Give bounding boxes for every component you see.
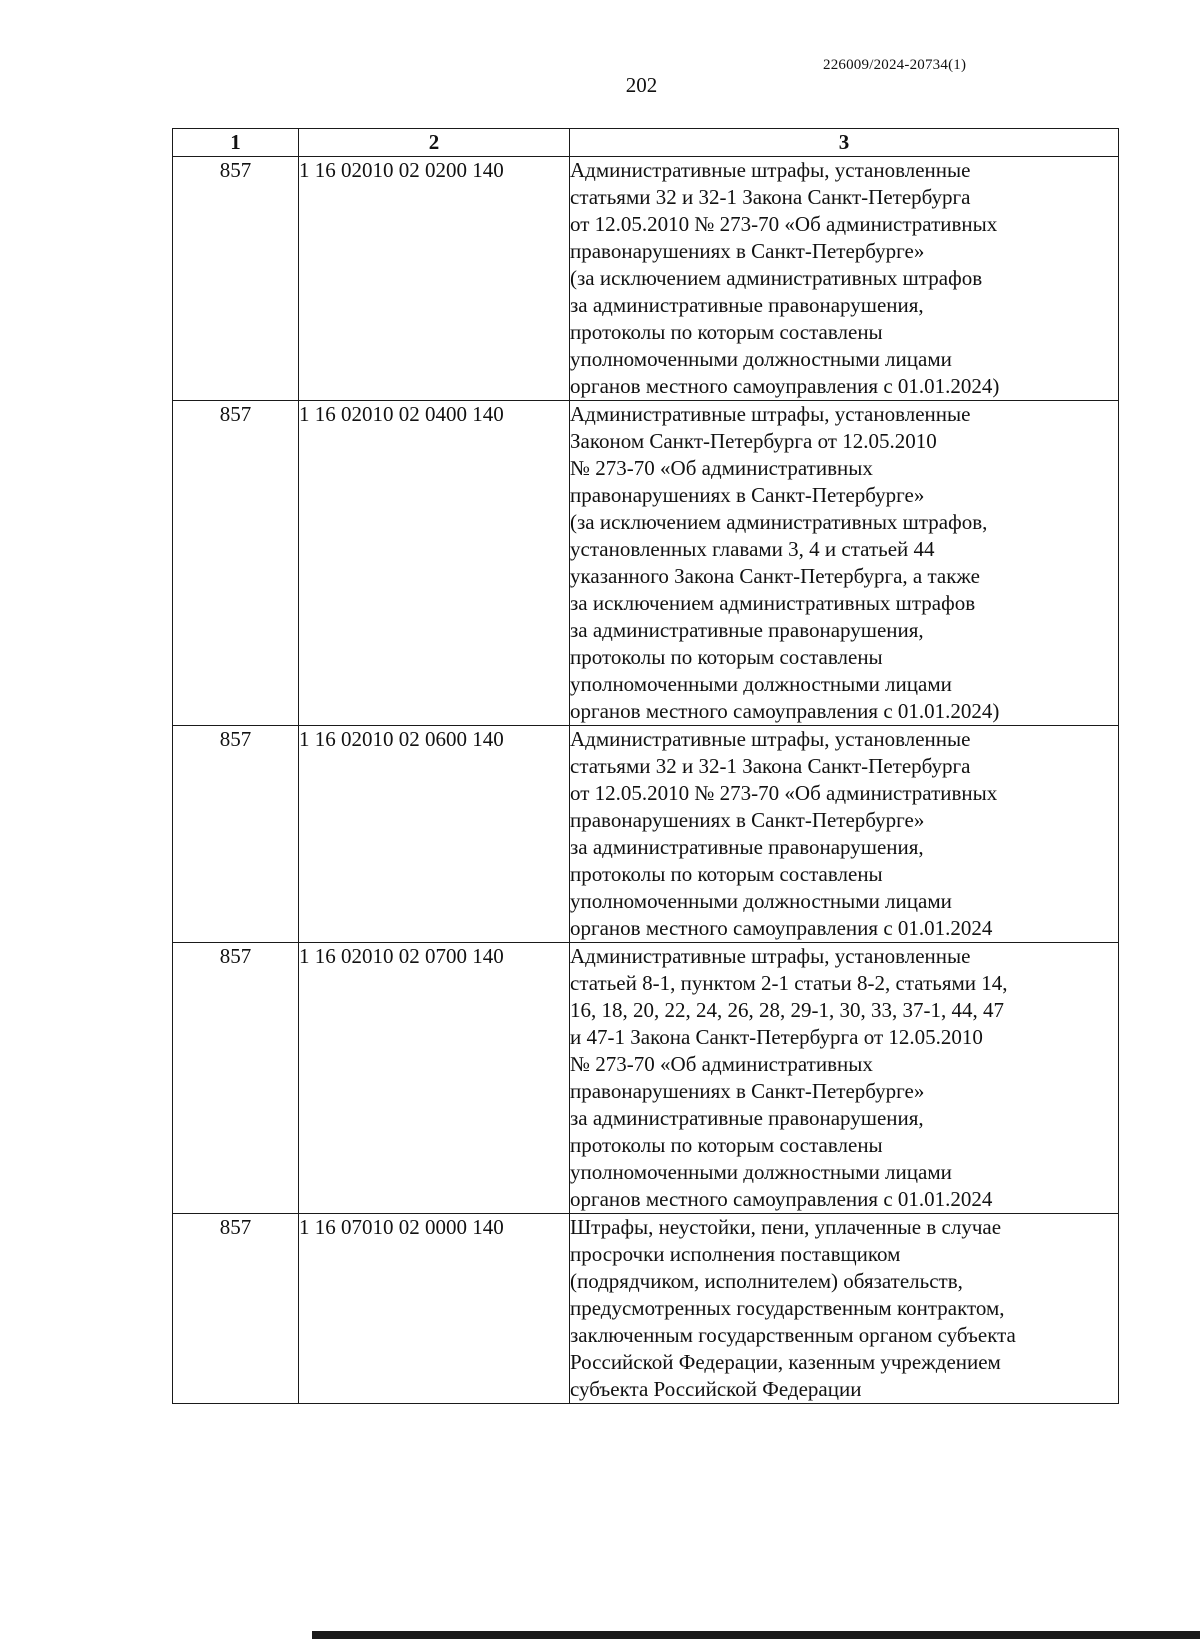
table-row — [173, 157, 1119, 401]
description-line: Административные штрафы, установленные — [570, 158, 971, 182]
description-line: № 273-70 «Об административных — [570, 1052, 873, 1076]
description-line: просрочки исполнения поставщиком — [570, 1242, 901, 1266]
description-line: за административные правонарушения, — [570, 618, 924, 642]
budget-code-cell: 1 16 02010 02 0400 140 — [299, 401, 570, 726]
description-line: статьями 32 и 32-1 Закона Санкт-Петербурга — [570, 185, 971, 209]
table-row — [173, 1214, 1119, 1404]
admin-code-cell: 857 — [173, 943, 299, 1214]
table-row — [173, 726, 1119, 943]
description-line: статьей 8-1, пунктом 2-1 статьи 8-2, статьями 14, — [570, 971, 1008, 995]
description-line: Административные штрафы, установленные — [570, 402, 971, 426]
description-line: Административные штрафы, установленные — [570, 727, 971, 751]
budget-code-cell: 1 16 07010 02 0000 140 — [299, 1214, 570, 1404]
description-line: заключенным государственным органом субъекта — [570, 1323, 1016, 1347]
document-registration-number: 226009/2024-20734(1) — [823, 57, 967, 73]
description-line: Законом Санкт-Петербурга от 12.05.2010 — [570, 429, 937, 453]
scan-edge-rule — [312, 1631, 1200, 1639]
description-line: уполномоченными должностными лицами — [570, 889, 952, 913]
description-line: за административные правонарушения, — [570, 835, 924, 859]
table-row — [173, 401, 1119, 726]
column-header-1: 1 — [173, 129, 299, 157]
description-line: за исключением административных штрафов — [570, 591, 976, 615]
description-line: протоколы по которым составлены — [570, 320, 883, 344]
description-line: и 47-1 Закона Санкт-Петербурга от 12.05.2010 — [570, 1025, 983, 1049]
description-line: органов местного самоуправления с 01.01.2024 — [570, 916, 993, 940]
description-cell — [570, 726, 1119, 943]
description-cell — [570, 157, 1119, 401]
description-line: статьями 32 и 32-1 Закона Санкт-Петербурга — [570, 754, 971, 778]
description-line: Административные штрафы, установленные — [570, 944, 971, 968]
description-line: правонарушениях в Санкт-Петербурге» — [570, 483, 925, 507]
description-line: указанного Закона Санкт-Петербурга, а также — [570, 564, 980, 588]
description-line: уполномоченными должностными лицами — [570, 672, 952, 696]
description-line: органов местного самоуправления с 01.01.2024 — [570, 1187, 993, 1211]
description-cell — [570, 943, 1119, 1214]
description-line: предусмотренных государственным контрактом, — [570, 1296, 1005, 1320]
description-line: правонарушениях в Санкт-Петербурге» — [570, 239, 925, 263]
table-header — [173, 129, 1119, 157]
description-line: уполномоченными должностными лицами — [570, 1160, 952, 1184]
description-line: № 273-70 «Об административных — [570, 456, 873, 480]
budget-code-cell: 1 16 02010 02 0700 140 — [299, 943, 570, 1214]
budget-codes-table — [172, 128, 1119, 1404]
description-line: от 12.05.2010 № 273-70 «Об административных — [570, 212, 998, 236]
description-line: за административные правонарушения, — [570, 293, 924, 317]
description-line: органов местного самоуправления с 01.01.2024) — [570, 699, 1000, 723]
description-line: протоколы по которым составлены — [570, 645, 883, 669]
table-row — [173, 943, 1119, 1214]
description-line: 16, 18, 20, 22, 24, 26, 28, 29-1, 30, 33, 37-1, 44, 47 — [570, 998, 1004, 1022]
description-line: правонарушениях в Санкт-Петербурге» — [570, 808, 925, 832]
description-cell — [570, 401, 1119, 726]
budget-code-cell: 1 16 02010 02 0600 140 — [299, 726, 570, 943]
description-line: протоколы по которым составлены — [570, 1133, 883, 1157]
description-line: за административные правонарушения, — [570, 1106, 924, 1130]
column-header-2: 2 — [299, 129, 570, 157]
description-line: протоколы по которым составлены — [570, 862, 883, 886]
description-line: (за исключением административных штрафов — [570, 266, 983, 290]
description-line: установленных главами 3, 4 и статьей 44 — [570, 537, 935, 561]
header-row — [173, 129, 1119, 157]
admin-code-cell: 857 — [173, 726, 299, 943]
column-header-3: 3 — [570, 129, 1119, 157]
description-line: Штрафы, неустойки, пени, уплаченные в случае — [570, 1215, 1002, 1239]
description-line: (за исключением административных штрафов, — [570, 510, 988, 534]
page-number: 202 — [625, 73, 658, 97]
description-line: от 12.05.2010 № 273-70 «Об административных — [570, 781, 998, 805]
admin-code-cell: 857 — [173, 157, 299, 401]
description-line: субъекта Российской Федерации — [570, 1377, 862, 1401]
admin-code-cell: 857 — [173, 401, 299, 726]
budget-code-cell: 1 16 02010 02 0200 140 — [299, 157, 570, 401]
description-line: Российской Федерации, казенным учреждением — [570, 1350, 1001, 1374]
description-cell — [570, 1214, 1119, 1404]
description-line: (подрядчиком, исполнителем) обязательств, — [570, 1269, 963, 1293]
admin-code-cell: 857 — [173, 1214, 299, 1404]
table-body — [173, 157, 1119, 1404]
description-line: правонарушениях в Санкт-Петербурге» — [570, 1079, 925, 1103]
description-line: уполномоченными должностными лицами — [570, 347, 952, 371]
description-line: органов местного самоуправления с 01.01.2024) — [570, 374, 1000, 398]
